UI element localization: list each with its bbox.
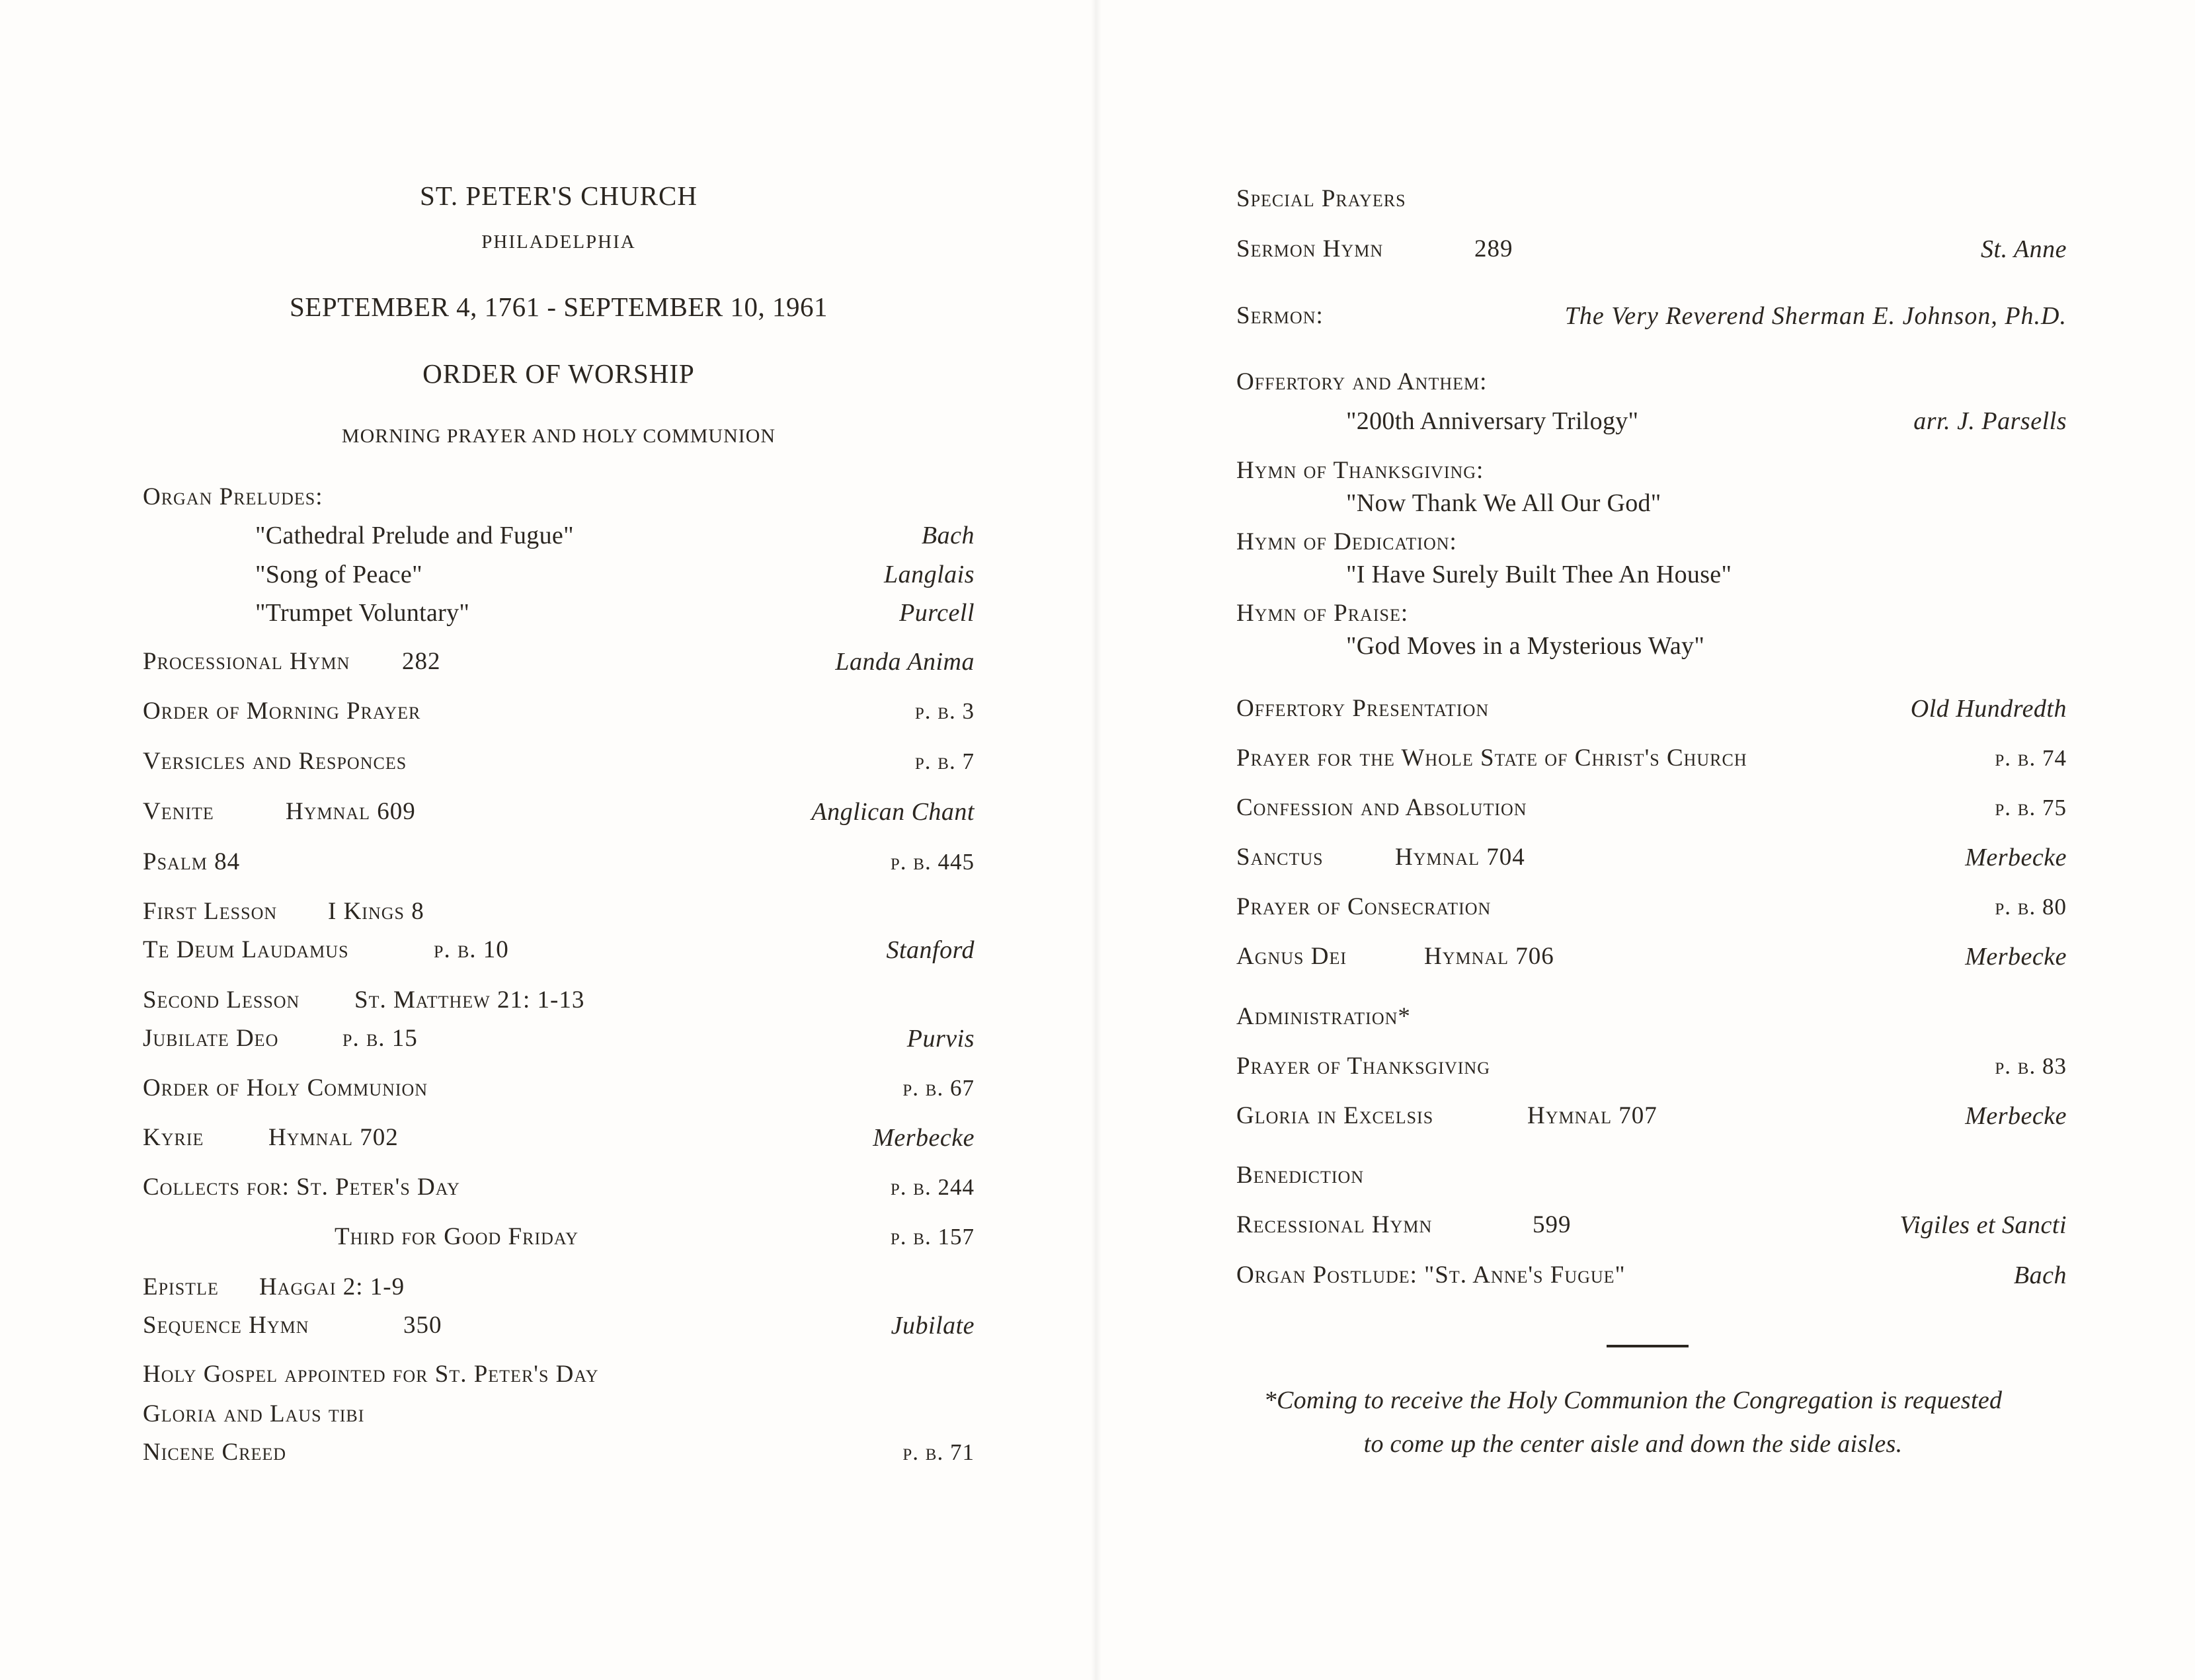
list-item xyxy=(1236,627,2067,665)
item-label: Confession and Absolution xyxy=(1236,794,1527,821)
item-right: p. b. 67 xyxy=(902,1075,975,1101)
list-item xyxy=(143,1268,975,1306)
item-label: Versicles and Responces xyxy=(143,748,407,775)
item-right: Merbecke xyxy=(873,1124,975,1152)
item-label: Order of Holy Communion xyxy=(143,1074,428,1101)
item-detail: Hymnal 706 xyxy=(1424,943,1554,970)
item-right: Merbecke xyxy=(1965,844,2067,871)
preacher: The Very Reverend Sherman E. Johnson, Ph.D. xyxy=(1564,302,2067,330)
composer: Langlais xyxy=(883,561,975,588)
left-order-list xyxy=(0,0,1091,1680)
list-item xyxy=(143,594,975,632)
item-label: Hymn of Thanksgiving: xyxy=(1236,457,1484,484)
list-item xyxy=(143,692,975,731)
anniversary-dates: SEPTEMBER 4, 1761 - SEPTEMBER 10, 1961 xyxy=(289,292,828,322)
list-item xyxy=(1236,363,2067,401)
item-label: Sermon Hymn xyxy=(1236,235,1384,262)
service-subtitle: MORNING PRAYER AND HOLY COMMUNION xyxy=(341,425,776,447)
list-item xyxy=(143,981,975,1020)
item-label: Prayer for the Whole State of Christ's Church xyxy=(1236,744,1747,772)
item-right: p. b. 445 xyxy=(890,849,975,875)
item-right: p. b. 71 xyxy=(902,1439,975,1465)
list-item xyxy=(143,1020,975,1058)
prelude-title: "Trumpet Voluntary" xyxy=(255,599,470,627)
list-item xyxy=(143,1119,975,1157)
item-right: Bach xyxy=(2013,1261,2067,1289)
list-item xyxy=(1236,888,2067,926)
prelude-title: "Song of Peace" xyxy=(255,561,422,588)
list-item xyxy=(1236,789,2067,827)
item-label: Prayer of Consecration xyxy=(1236,893,1492,920)
item-label: Sanctus xyxy=(1236,844,1324,871)
page-title: ORDER OF WORSHIP xyxy=(422,358,695,389)
list-item xyxy=(1236,1156,2067,1195)
list-item xyxy=(143,1306,975,1345)
item-label: Agnus Dei xyxy=(1236,943,1347,970)
item-detail: Haggai 2: 1-9 xyxy=(259,1273,405,1300)
item-right: Purvis xyxy=(906,1025,975,1053)
section-divider xyxy=(1607,1345,1689,1347)
list-item xyxy=(1236,690,2067,728)
list-item xyxy=(143,893,975,931)
item-right: Anglican Chant xyxy=(811,798,975,826)
item-detail: Hymnal 704 xyxy=(1395,844,1525,871)
list-item xyxy=(1236,230,2067,268)
list-item xyxy=(1236,1206,2067,1244)
list-item xyxy=(143,643,975,681)
right-page xyxy=(1101,0,2195,1680)
item-label: Holy Gospel appointed for St. Peter's Day xyxy=(143,1361,599,1388)
item-detail: St. Matthew 21: 1-13 xyxy=(354,986,585,1014)
item-label: Order of Morning Prayer xyxy=(143,698,421,725)
item-detail: Hymnal 609 xyxy=(286,798,416,825)
city-name: PHILADELPHIA xyxy=(481,231,636,253)
item-label: Nicene Creed xyxy=(143,1439,287,1466)
item-label: Organ Postlude: "St. Anne's Fugue" xyxy=(1236,1261,1626,1289)
item-label: Special Prayers xyxy=(1236,185,1406,212)
left-page xyxy=(0,0,1091,1680)
item-label: Gloria and Laus tibi xyxy=(143,1400,365,1427)
item-label: Prayer of Thanksgiving xyxy=(1236,1053,1490,1080)
hymn-title: "I Have Surely Built Thee An House" xyxy=(1346,561,1732,588)
item-detail: I Kings 8 xyxy=(328,898,424,925)
item-label: Jubilate Deo xyxy=(143,1025,279,1052)
composer: Purcell xyxy=(899,599,975,627)
list-item xyxy=(143,1069,975,1107)
hymn-title: "Now Thank We All Our God" xyxy=(1346,489,1661,517)
list-item xyxy=(1236,938,2067,976)
list-item xyxy=(1236,484,2067,522)
right-order-list xyxy=(1101,0,2195,1680)
list-item xyxy=(143,555,975,594)
item-detail: 282 xyxy=(402,648,441,675)
item-right: p. b. 157 xyxy=(890,1224,975,1250)
item-label: Hymn of Dedication: xyxy=(1236,528,1457,555)
item-label: Administration* xyxy=(1236,1003,1411,1030)
item-label: First Lesson xyxy=(143,898,278,925)
list-item xyxy=(1236,180,2067,218)
list-item xyxy=(143,516,975,555)
item-label: Sermon: xyxy=(1236,302,1324,329)
item-label: Gloria in Excelsis xyxy=(1236,1102,1434,1129)
footnote-line-1: *Coming to receive the Holy Communion the Congregation is requested xyxy=(1263,1386,2003,1414)
list-item xyxy=(1236,402,2067,440)
item-label: Organ Preludes: xyxy=(143,483,323,510)
item-label: Sequence Hymn xyxy=(143,1312,309,1339)
item-label: Offertory Presentation xyxy=(1236,695,1490,722)
church-name: ST. PETER'S CHURCH xyxy=(420,180,698,211)
list-item xyxy=(143,931,975,969)
item-right: Stanford xyxy=(886,936,975,964)
item-label: Hymn of Praise: xyxy=(1236,600,1409,627)
item-label: Venite xyxy=(143,798,214,825)
list-item xyxy=(1236,555,2067,594)
list-item xyxy=(143,478,975,516)
prelude-title: "Cathedral Prelude and Fugue" xyxy=(255,522,574,549)
anthem-title: "200th Anniversary Trilogy" xyxy=(1346,407,1639,435)
list-item xyxy=(143,742,975,781)
item-label: Benediction xyxy=(1236,1162,1365,1189)
item-right: Vigiles et Sancti xyxy=(1899,1211,2067,1239)
item-right: St. Anne xyxy=(1981,235,2067,263)
list-item xyxy=(1236,838,2067,877)
item-right: Jubilate xyxy=(891,1312,975,1340)
item-detail: p. b. 15 xyxy=(342,1025,418,1052)
list-item xyxy=(1236,297,2067,335)
item-right: p. b. 74 xyxy=(1995,745,2067,771)
list-item xyxy=(1236,1256,2067,1295)
list-item xyxy=(1236,998,2067,1036)
item-label: Epistle xyxy=(143,1273,219,1300)
item-label: Offertory and Anthem: xyxy=(1236,368,1488,395)
footnote-line-2: to come up the center aisle and down the side aisles. xyxy=(1363,1430,1903,1458)
item-label: Te Deum Laudamus xyxy=(143,936,349,963)
item-right: Merbecke xyxy=(1965,943,2067,971)
item-label: Collects for: St. Peter's Day xyxy=(143,1174,460,1201)
item-label: Kyrie xyxy=(143,1124,204,1151)
item-detail: Hymnal 707 xyxy=(1527,1102,1657,1129)
list-item xyxy=(143,1355,975,1394)
item-right: Merbecke xyxy=(1965,1102,2067,1130)
item-detail: p. b. 10 xyxy=(434,936,509,963)
list-item xyxy=(143,843,975,881)
item-detail: 350 xyxy=(403,1312,442,1339)
item-detail: 599 xyxy=(1533,1211,1572,1238)
item-right: p. b. 7 xyxy=(914,748,975,774)
list-item xyxy=(1236,739,2067,778)
list-item xyxy=(1236,1047,2067,1086)
arranger: arr. J. Parsells xyxy=(1913,407,2067,435)
item-label: Processional Hymn xyxy=(143,648,350,675)
item-right: Old Hundredth xyxy=(1910,695,2067,723)
item-right: p. b. 83 xyxy=(1995,1053,2067,1079)
list-item xyxy=(143,1218,975,1256)
item-right: Landa Anima xyxy=(835,648,975,676)
item-right: p. b. 75 xyxy=(1995,795,2067,820)
item-right: p. b. 244 xyxy=(890,1174,975,1200)
item-detail: 289 xyxy=(1474,235,1513,262)
item-label: Psalm 84 xyxy=(143,848,241,875)
item-label: Recessional Hymn xyxy=(1236,1211,1433,1238)
hymn-title: "God Moves in a Mysterious Way" xyxy=(1346,632,1705,660)
item-detail: Hymnal 702 xyxy=(268,1124,399,1151)
item-label: Second Lesson xyxy=(143,986,300,1014)
item-right: p. b. 3 xyxy=(914,698,975,724)
composer: Bach xyxy=(921,522,975,549)
list-item xyxy=(143,1433,975,1472)
list-item xyxy=(143,1168,975,1207)
item-right: p. b. 80 xyxy=(1995,894,2067,920)
list-item xyxy=(1236,1097,2067,1135)
item-label: Third for Good Friday xyxy=(335,1223,579,1250)
list-item xyxy=(143,1395,975,1433)
list-item xyxy=(143,793,975,831)
